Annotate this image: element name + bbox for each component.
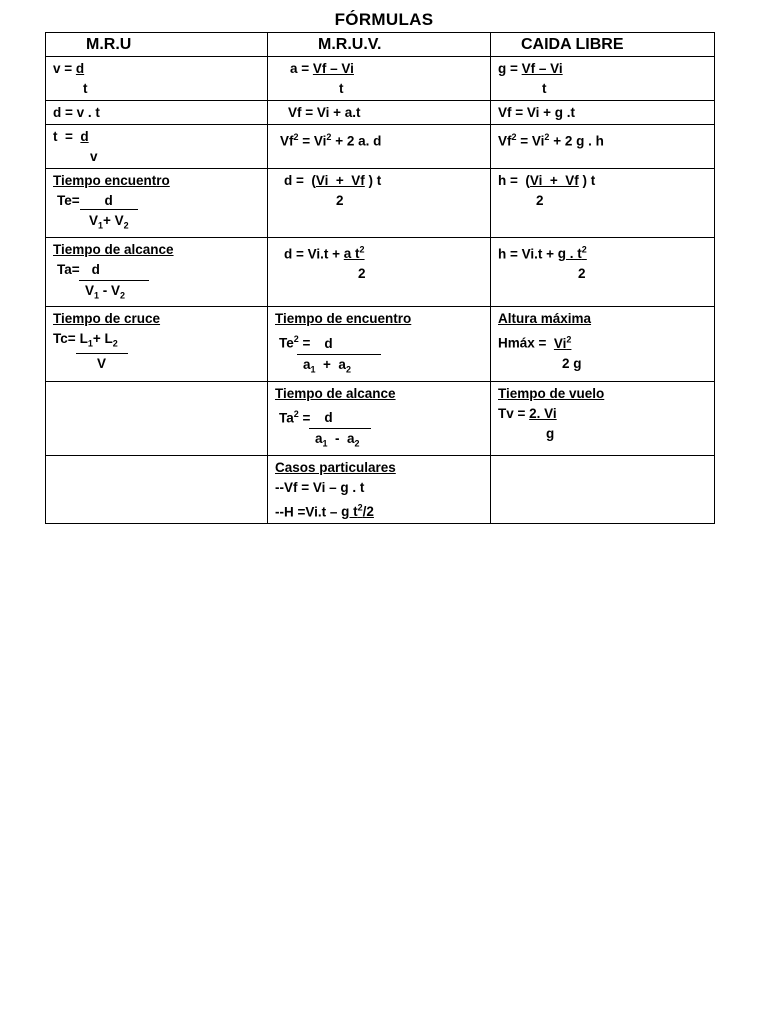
table-row — [46, 455, 715, 524]
table-row — [46, 381, 715, 455]
table-row — [46, 101, 715, 125]
formula-vf2-caida: $Vf^2 = Vi^2 + 2$ g . h — [491, 125, 715, 169]
empty-cell — [46, 381, 268, 455]
formula-tiempo-alcance-mruv: Tiempo de alcance $Ta^2 = d$ $a_1 - a_2$ — [268, 381, 491, 455]
formula-velocidad: v = d t — [46, 57, 268, 101]
formula-gravedad: g = Vf – Vi t — [491, 57, 715, 101]
empty-cell — [491, 455, 715, 524]
header-mru: M.R.U — [46, 33, 268, 57]
formula-tiempo-alcance: Tiempo de alcance Ta= d $V_1 - V_2$ — [46, 237, 268, 307]
formula-altura-gravedad: h = Vi.t + g . $t^2$ 2 — [491, 237, 715, 307]
formula-tiempo-cruce: Tiempo de cruce $Tc= L_1+ L_2$ V — [46, 307, 268, 381]
formula-tiempo-encuentro-mruv: Tiempo de encuentro $Te^2 = d$ $a_1 + a_2$ — [268, 307, 491, 381]
formula-vf2: $Vf^2 = Vi^2 + 2$ a. d — [268, 125, 491, 169]
page-title: FÓRMULAS — [334, 10, 434, 29]
formula-distancia-aceleracion: d = Vi.t + a $t^2$ 2 — [268, 237, 491, 307]
empty-cell — [46, 455, 268, 524]
formula-altura-maxima: Altura máxima Hmáx = Vi$^2$ 2 g — [491, 307, 715, 381]
table-row — [46, 57, 715, 101]
formula-tiempo: t = d v — [46, 125, 268, 169]
table-row — [46, 237, 715, 307]
header-row — [46, 33, 715, 57]
formula-tiempo-encuentro: Tiempo encuentro Te= d $V_1+ V_2$ — [46, 169, 268, 238]
formula-vf: Vf = Vi + a.t — [268, 101, 491, 125]
formula-distancia: d = v . t — [46, 101, 268, 125]
casos-particulares: Casos particulares --Vf = Vi – g . t --H =Vi.t – g $t^2/2$ — [268, 455, 491, 524]
table-row — [46, 169, 715, 238]
table-row — [46, 125, 715, 169]
formula-distancia-mruv: d = (Vi + Vf ) t 2 — [268, 169, 491, 238]
header-mruv: M.R.U.V. — [268, 33, 491, 57]
formula-vf-caida: Vf = Vi + g .t — [491, 101, 715, 125]
formulas-table — [45, 32, 715, 524]
formula-aceleracion: a = Vf – Vi t — [268, 57, 491, 101]
table-row — [46, 307, 715, 381]
header-caida-libre: CAIDA LIBRE — [491, 33, 715, 57]
formula-tiempo-vuelo: Tiempo de vuelo Tv = 2. Vi g — [491, 381, 715, 455]
formula-altura: h = (Vi + Vf ) t 2 — [491, 169, 715, 238]
